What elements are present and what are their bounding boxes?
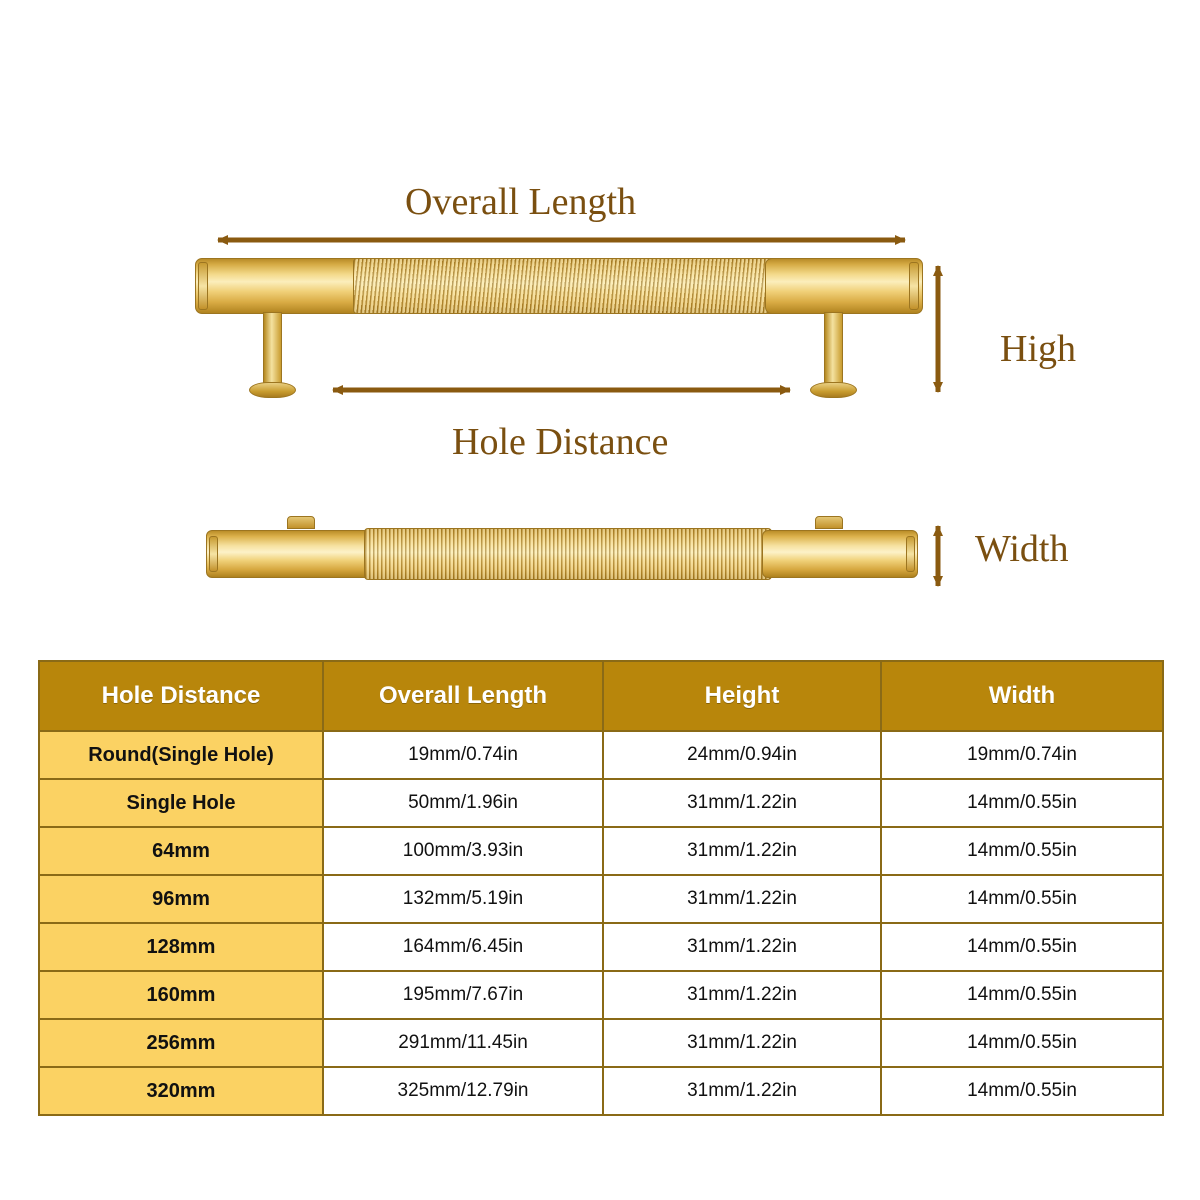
cell-height: 24mm/0.94in: [603, 731, 881, 779]
cell-hole-distance: 128mm: [39, 923, 323, 971]
table-row: [39, 1019, 1163, 1067]
bar-end-right: [765, 258, 923, 314]
bar-cap-right: [909, 262, 919, 310]
mounting-base-right: [810, 382, 857, 398]
table-row: [39, 875, 1163, 923]
handle-top-view: [206, 528, 918, 580]
topview-cap-right: [906, 536, 915, 572]
cell-hole-distance: 256mm: [39, 1019, 323, 1067]
cell-hole-distance: 64mm: [39, 827, 323, 875]
cell-overall-length: 50mm/1.96in: [323, 779, 603, 827]
column-header-overall-length: Overall Length: [323, 661, 603, 731]
topview-knurled-section: [364, 528, 772, 580]
cell-overall-length: 195mm/7.67in: [323, 971, 603, 1019]
cell-height: 31mm/1.22in: [603, 923, 881, 971]
cell-width: 14mm/0.55in: [881, 827, 1163, 875]
topview-cap-left: [209, 536, 218, 572]
bar-knurled-section: [353, 258, 775, 314]
cell-hole-distance: Single Hole: [39, 779, 323, 827]
cell-width: 14mm/0.55in: [881, 971, 1163, 1019]
table-row: [39, 827, 1163, 875]
cell-height: 31mm/1.22in: [603, 779, 881, 827]
cell-hole-distance: 160mm: [39, 971, 323, 1019]
handle-side-view: [195, 258, 923, 314]
cell-overall-length: 100mm/3.93in: [323, 827, 603, 875]
cell-width: 14mm/0.55in: [881, 1067, 1163, 1115]
column-header-hole-distance: Hole Distance: [39, 661, 323, 731]
cell-height: 31mm/1.22in: [603, 971, 881, 1019]
table-header-row: [39, 661, 1163, 731]
table-row: [39, 923, 1163, 971]
table-row: [39, 1067, 1163, 1115]
table-row: [39, 779, 1163, 827]
cell-width: 14mm/0.55in: [881, 923, 1163, 971]
cell-overall-length: 19mm/0.74in: [323, 731, 603, 779]
mounting-post-left: [263, 312, 282, 384]
table-row: [39, 731, 1163, 779]
cell-overall-length: 325mm/12.79in: [323, 1067, 603, 1115]
cell-height: 31mm/1.22in: [603, 875, 881, 923]
mounting-post-right: [824, 312, 843, 384]
topview-end-left: [206, 530, 374, 578]
cell-width: 14mm/0.55in: [881, 875, 1163, 923]
bar-end-left: [195, 258, 363, 314]
cell-hole-distance: Round(Single Hole): [39, 731, 323, 779]
bar-cap-left: [198, 262, 208, 310]
cell-height: 31mm/1.22in: [603, 1019, 881, 1067]
cell-hole-distance: 96mm: [39, 875, 323, 923]
column-header-height: Height: [603, 661, 881, 731]
label-width: Width: [975, 528, 1069, 570]
label-high: High: [1000, 328, 1076, 370]
mounting-base-left: [249, 382, 296, 398]
cell-width: 14mm/0.55in: [881, 779, 1163, 827]
topview-end-right: [762, 530, 918, 578]
label-overall-length: Overall Length: [405, 181, 637, 223]
label-hole-distance: Hole Distance: [452, 421, 669, 463]
cell-height: 31mm/1.22in: [603, 1067, 881, 1115]
cell-overall-length: 132mm/5.19in: [323, 875, 603, 923]
specifications-table: [38, 660, 1164, 1116]
cell-height: 31mm/1.22in: [603, 827, 881, 875]
table-row: [39, 971, 1163, 1019]
cell-overall-length: 164mm/6.45in: [323, 923, 603, 971]
cell-hole-distance: 320mm: [39, 1067, 323, 1115]
column-header-width: Width: [881, 661, 1163, 731]
cell-width: 19mm/0.74in: [881, 731, 1163, 779]
cell-width: 14mm/0.55in: [881, 1019, 1163, 1067]
cell-overall-length: 291mm/11.45in: [323, 1019, 603, 1067]
